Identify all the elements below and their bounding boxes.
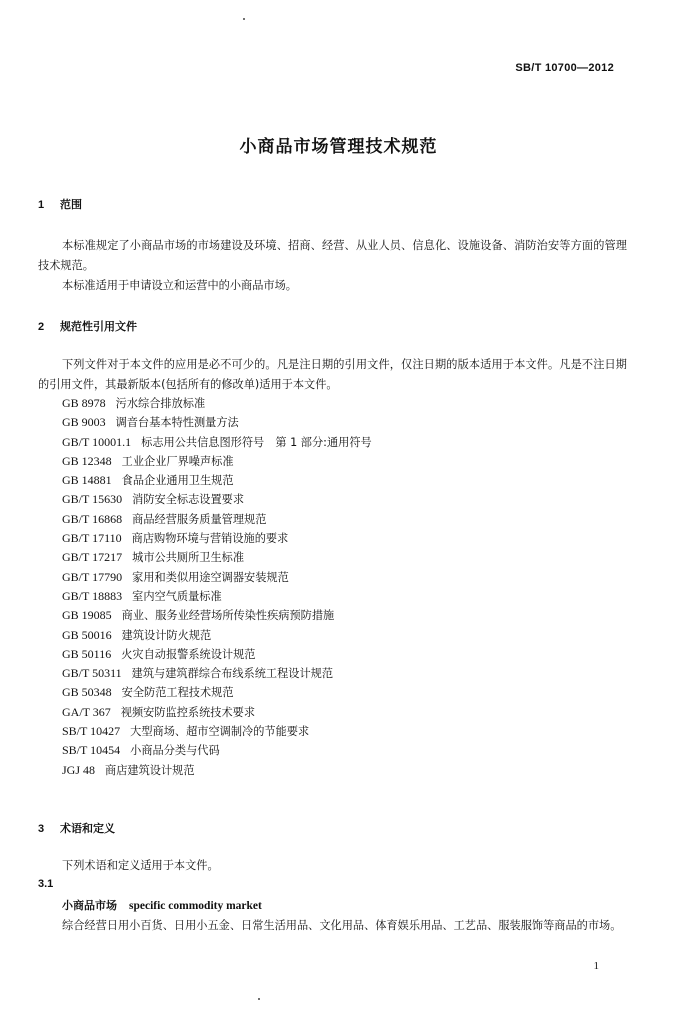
section-3-heading xyxy=(38,820,115,836)
reference-title: 大型商场、超市空调制冷的节能要求 xyxy=(130,725,310,739)
reference-item xyxy=(62,452,372,471)
reference-item xyxy=(62,529,372,548)
section-number: 1 xyxy=(38,199,45,211)
section-title: 术语和定义 xyxy=(60,822,115,835)
reference-code: GB/T 17217 xyxy=(62,550,123,565)
reference-code: SB/T 10454 xyxy=(62,743,121,758)
reference-title: 商店购物环境与营销设施的要求 xyxy=(131,532,289,546)
reference-item xyxy=(62,703,372,722)
reference-code: GB 50116 xyxy=(62,646,112,661)
reference-code: GB 50016 xyxy=(62,627,112,642)
reference-item xyxy=(62,664,372,683)
reference-code: GB/T 10001.1 xyxy=(62,434,132,449)
reference-code: GB 9003 xyxy=(62,415,106,430)
reference-code: GA/T 367 xyxy=(62,704,111,719)
reference-title: 商业、服务业经营场所传染性疾病预防措施 xyxy=(121,609,335,623)
reference-item xyxy=(62,587,372,606)
section-title: 规范性引用文件 xyxy=(60,320,137,333)
page-number: 1 xyxy=(593,960,599,972)
reference-item xyxy=(62,741,372,760)
reference-item xyxy=(62,626,372,645)
reference-title: 商店建筑设计规范 xyxy=(105,763,195,777)
reference-title: 家用和类似用途空调器安装规范 xyxy=(132,570,289,584)
term-definition: 综合经营日用小百货、日用小五金、日常生活用品、文化用品、体育娱乐用品、工艺品、服装服饰等商品的市场。 xyxy=(62,919,622,932)
reference-code: GB/T 16868 xyxy=(62,511,123,526)
term-number: 3.1 xyxy=(38,878,54,890)
reference-code: GB/T 17110 xyxy=(62,531,122,546)
reference-item xyxy=(62,433,372,452)
reference-code: GB 19085 xyxy=(62,608,112,623)
reference-code: GB/T 50311 xyxy=(62,666,122,681)
reference-code: GB 50348 xyxy=(62,685,112,700)
reference-code: JGJ 48 xyxy=(62,762,96,777)
reference-title: 食品企业通用卫生规范 xyxy=(121,474,234,488)
term-chinese: 小商品市场 xyxy=(62,899,117,912)
section-1-heading xyxy=(38,196,82,212)
reference-item xyxy=(62,510,372,529)
reference-code: GB 12348 xyxy=(62,453,112,468)
section-2-heading xyxy=(38,318,137,334)
reference-item xyxy=(62,606,372,625)
reference-item xyxy=(62,548,372,567)
reference-item xyxy=(62,394,372,413)
reference-title: 室内空气质量标准 xyxy=(132,589,222,603)
reference-item xyxy=(62,471,372,490)
reference-title: 视频安防监控系统技术要求 xyxy=(120,705,256,719)
reference-title: 建筑与建筑群综合布线系统工程设计规范 xyxy=(131,667,334,681)
term-english: specific commodity market xyxy=(129,900,262,912)
reference-title: 建筑设计防火规范 xyxy=(121,628,212,642)
section-title: 范围 xyxy=(60,198,82,211)
section-number: 3 xyxy=(38,823,45,835)
reference-list xyxy=(62,394,372,780)
reference-item xyxy=(62,722,372,741)
reference-code: GB/T 15630 xyxy=(62,492,123,507)
section-2-paragraph-1: 下列文件对于本文件的应用是必不可少的。凡是注日期的引用文件，仅注日期的版本适用于本文件。凡是不注日期的引用文件，其最新版本(包括所有的修改单)适用于本文件。 xyxy=(38,358,627,391)
scan-speck xyxy=(258,998,260,1000)
section-3-paragraph-1: 下列术语和定义适用于本文件。 xyxy=(62,859,219,872)
reference-code: GB/T 17790 xyxy=(62,569,123,584)
reference-title: 安全防范工程技术规范 xyxy=(121,686,234,700)
reference-item xyxy=(62,761,372,780)
document-title: 小商品市场管理技术规范 xyxy=(239,137,438,157)
reference-title: 城市公共厕所卫生标准 xyxy=(132,551,245,565)
reference-title: 污水综合排放标准 xyxy=(115,397,206,410)
reference-code: GB/T 18883 xyxy=(62,588,123,603)
reference-title: 小商品分类与代码 xyxy=(130,744,220,758)
reference-item xyxy=(62,568,372,587)
section-number: 2 xyxy=(38,321,45,333)
reference-title: 商品经营服务质量管理规范 xyxy=(132,512,267,526)
reference-code: GB 8978 xyxy=(62,396,106,410)
reference-item xyxy=(62,645,372,664)
reference-title: 标志用公共信息图形符号 第 1 部分:通用符号 xyxy=(141,435,372,449)
reference-code: SB/T 10427 xyxy=(62,724,121,739)
reference-item xyxy=(62,413,372,432)
section-1-paragraph-1: 本标准规定了小商品市场的市场建设及环境、招商、经营、从业人员、信息化、设施设备、消防治安等方面的管理技术规范。 xyxy=(38,239,627,272)
section-1-paragraph-2: 本标准适用于申请设立和运营中的小商品市场。 xyxy=(62,279,297,292)
header-standard-code: SB/T 10700—2012 xyxy=(515,62,614,74)
reference-item xyxy=(62,490,372,509)
reference-code: GB 14881 xyxy=(62,473,112,488)
reference-title: 工业企业厂界噪声标准 xyxy=(121,454,234,468)
reference-title: 消防安全标志设置要求 xyxy=(132,493,245,507)
reference-item xyxy=(62,683,372,702)
scan-speck xyxy=(243,18,245,20)
reference-title: 调音台基本特性测量方法 xyxy=(115,416,239,430)
term-heading xyxy=(62,897,262,913)
reference-title: 火灾自动报警系统设计规范 xyxy=(121,647,256,661)
